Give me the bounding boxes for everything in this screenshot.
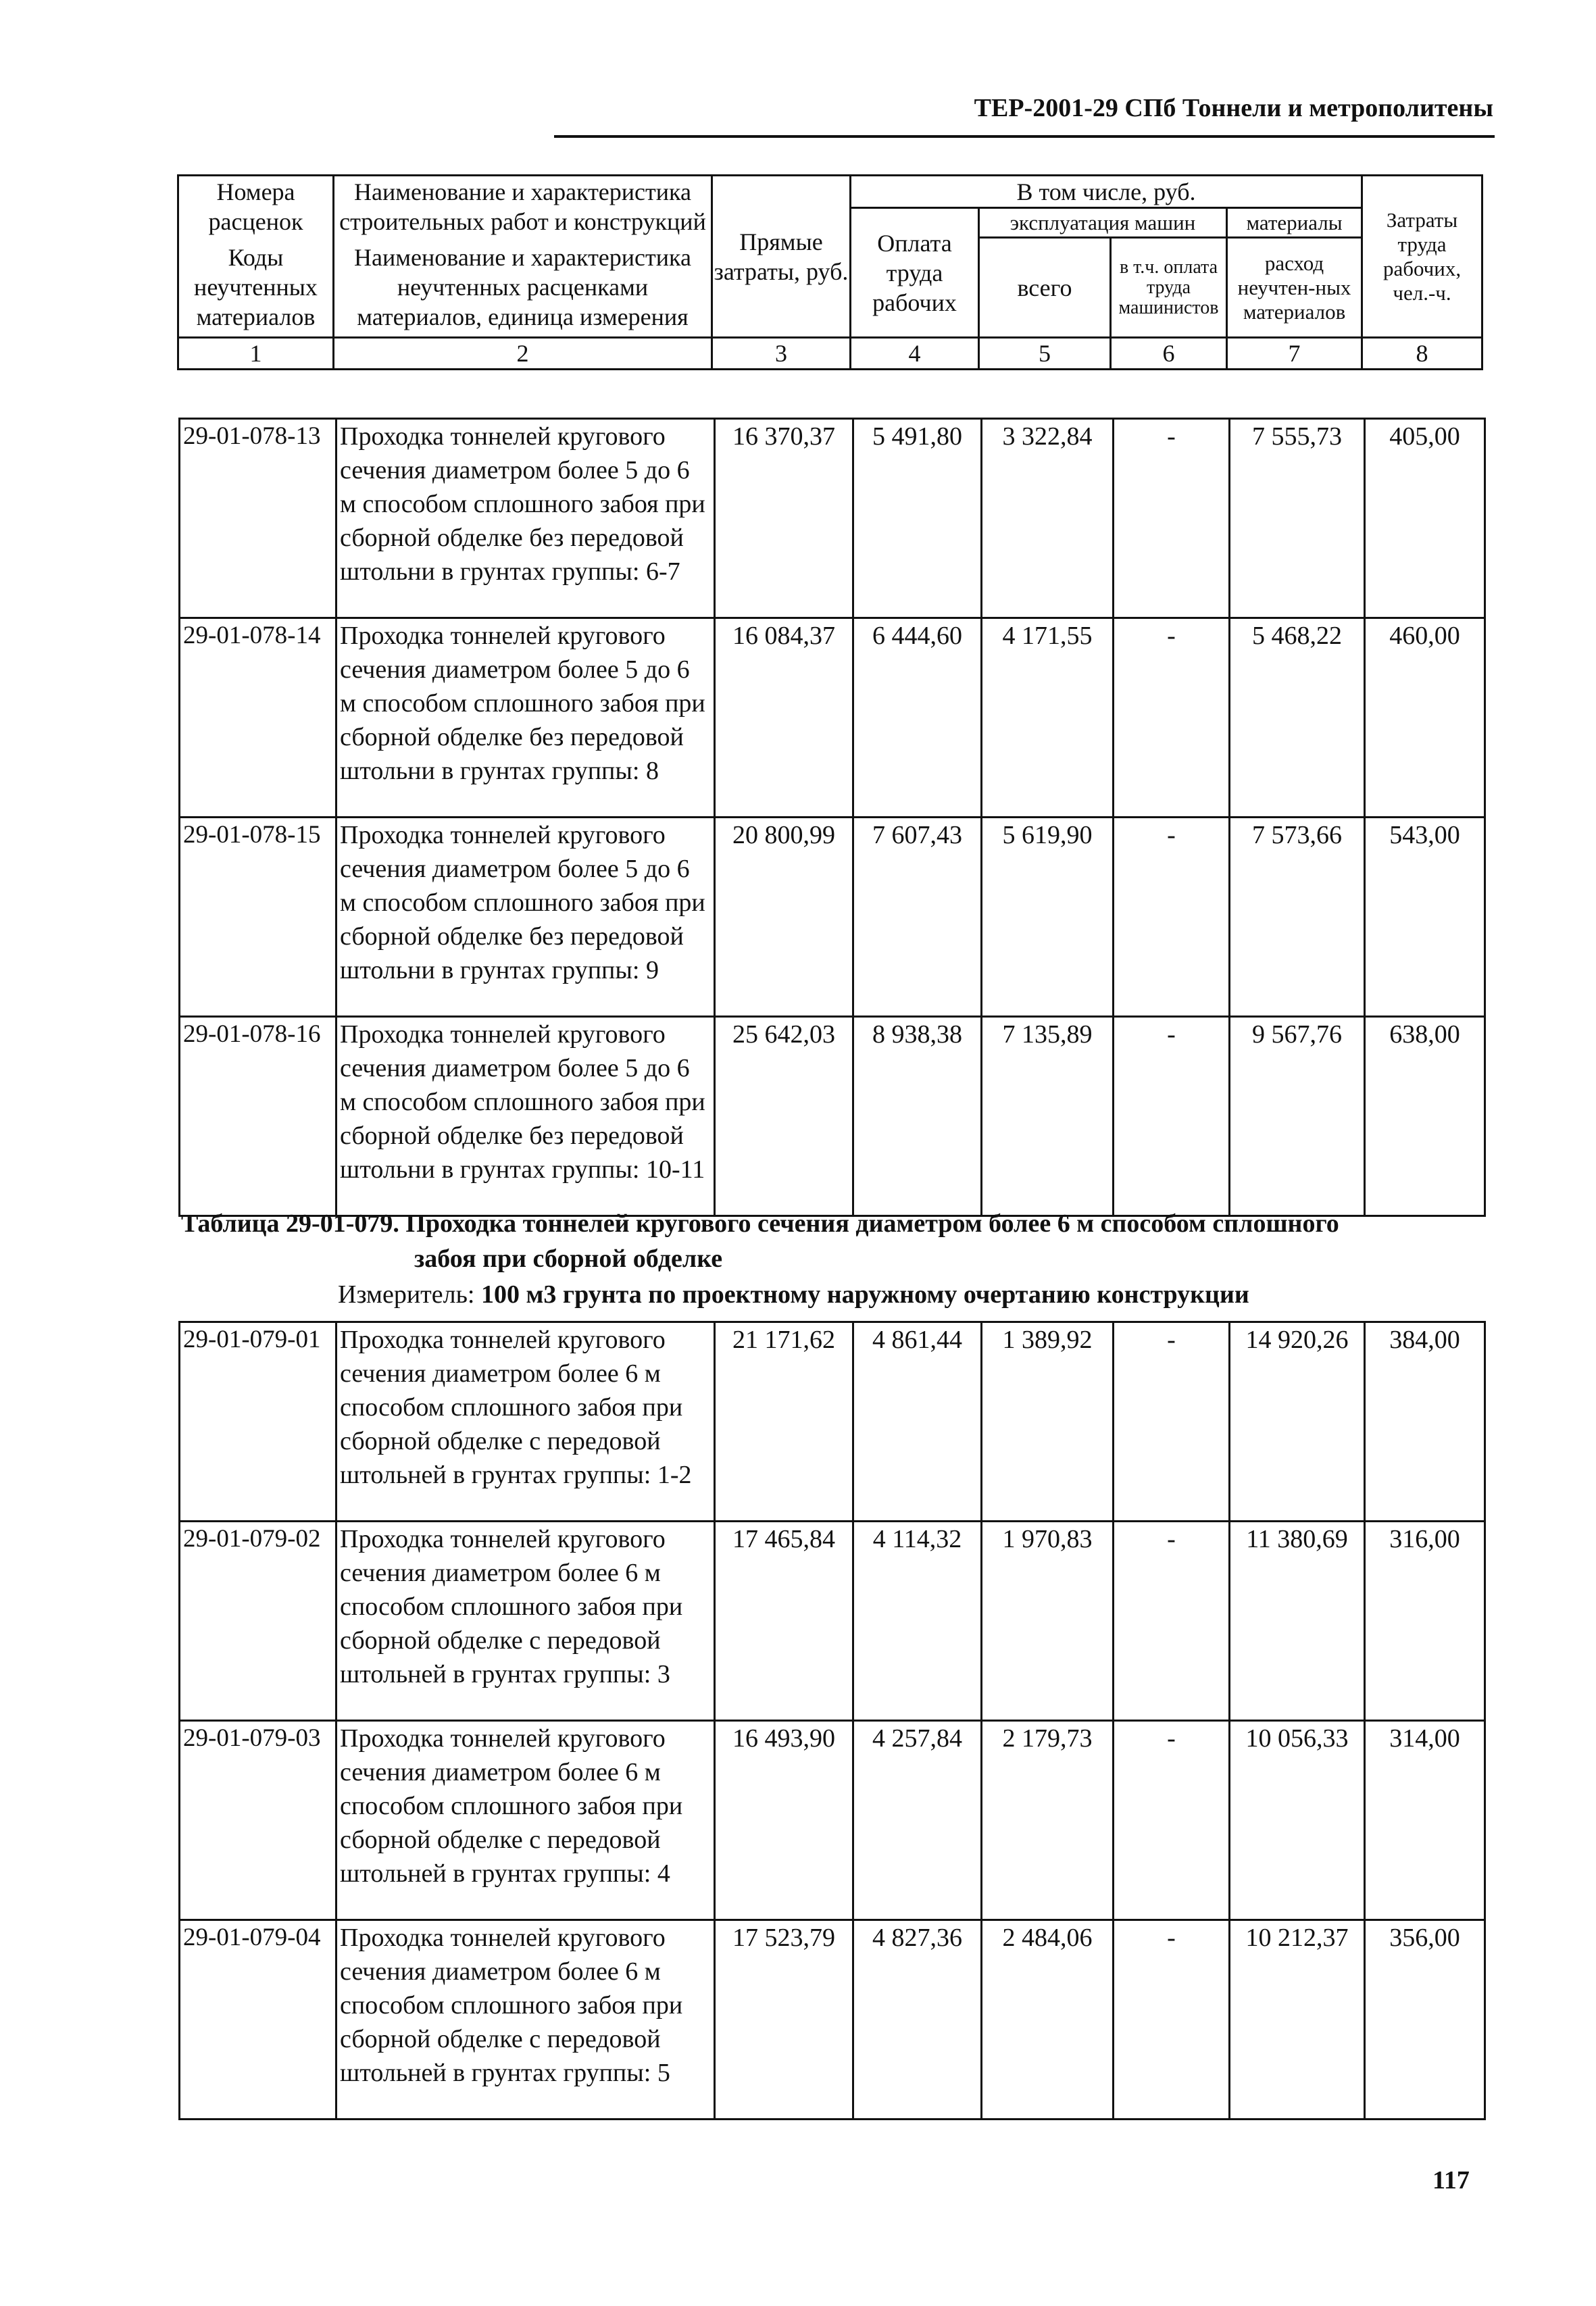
direct-costs: 16 370,37 [715,419,853,618]
page-number: 117 [1432,2166,1470,2195]
materials-cost: 10 212,37 [1230,1920,1365,2120]
materials-cost: 10 056,33 [1230,1721,1365,1920]
labor-hours: 543,00 [1365,818,1485,1017]
rate-code: 29-01-078-16 [180,1017,336,1216]
labor-wages: 8 938,38 [853,1017,982,1216]
table-row [180,818,1485,1017]
col-header-machines-total: всего [979,238,1111,338]
work-description: Проходка тоннелей кругового сечения диаметром более 5 до 6 м способом сплошного забоя при сборной обделке без передовой штольни в грунтах группы: 8 [336,618,715,818]
col-header-name-bottom: Наименование и характеристика неучтенных расценками материалов, единица измерения [334,238,712,338]
labor-wages: 7 607,43 [853,818,982,1017]
measurement-unit [338,1278,1249,1311]
table-row [180,419,1485,618]
labor-wages: 5 491,80 [853,419,982,618]
machines-total: 5 619,90 [982,818,1114,1017]
measurement-unit-value: 100 м3 грунта по проектному наружному очертанию конструкции [481,1280,1249,1309]
machines-total: 7 135,89 [982,1017,1114,1216]
direct-costs: 16 493,90 [715,1721,853,1920]
table-caption-line1: Таблица 29-01-079. Проходка тоннелей кругового сечения диаметром более 6 м способом сплошного [181,1209,1339,1238]
table-caption [181,1206,1485,1276]
direct-costs: 20 800,99 [715,818,853,1017]
machines-total: 3 322,84 [982,419,1114,618]
materials-cost: 9 567,76 [1230,1017,1365,1216]
work-description: Проходка тоннелей кругового сечения диаметром более 6 м способом сплошного забоя при сборной обделке с передовой штольней в грунтах группы: 4 [336,1721,715,1920]
labor-hours: 316,00 [1365,1522,1485,1721]
work-description: Проходка тоннелей кругового сечения диаметром более 5 до 6 м способом сплошного забоя при сборной обделке без передовой штольни в грунтах группы: 9 [336,818,715,1017]
operator-wages: - [1114,1920,1230,2120]
machines-total: 4 171,55 [982,618,1114,818]
operator-wages: - [1114,1721,1230,1920]
materials-cost: 14 920,26 [1230,1322,1365,1522]
col-header-materials-usage: расход неучтен-ных материалов [1227,238,1362,338]
rate-code: 29-01-079-02 [180,1522,336,1721]
col-header-materials: материалы [1227,208,1362,238]
measurement-unit-label: Измеритель: [338,1280,481,1309]
col-header-machines: эксплуатация машин [979,208,1227,238]
table-caption-line2: забоя при сборной обделке [414,1245,723,1273]
labor-wages: 4 257,84 [853,1721,982,1920]
work-description: Проходка тоннелей кругового сечения диаметром более 5 до 6 м способом сплошного забоя при сборной обделке без передовой штольни в грунтах группы: 10-11 [336,1017,715,1216]
machines-total: 2 484,06 [982,1920,1114,2120]
direct-costs: 21 171,62 [715,1322,853,1522]
running-head: ТЕР-2001-29 СПб Тоннели и метрополитены [974,94,1493,122]
work-description: Проходка тоннелей кругового сечения диаметром более 6 м способом сплошного забоя при сборной обделке с передовой штольней в грунтах группы: 3 [336,1522,715,1721]
table-row [180,1322,1485,1522]
col-header-labor-hours: Затраты труда рабочих, чел.-ч. [1362,176,1482,338]
column-header-table [177,174,1483,370]
table-row [180,1920,1485,2120]
direct-costs: 25 642,03 [715,1017,853,1216]
operator-wages: - [1114,1017,1230,1216]
machines-total: 2 179,73 [982,1721,1114,1920]
labor-hours: 638,00 [1365,1017,1485,1216]
labor-wages: 6 444,60 [853,618,982,818]
col-header-group: В том числе, руб. [851,176,1362,208]
direct-costs: 17 523,79 [715,1920,853,2120]
col-number: 3 [712,338,851,370]
col-number: 4 [851,338,979,370]
materials-cost: 7 573,66 [1230,818,1365,1017]
rate-code: 29-01-078-15 [180,818,336,1017]
work-description: Проходка тоннелей кругового сечения диаметром более 6 м способом сплошного забоя при сборной обделке с передовой штольней в грунтах группы: 1-2 [336,1322,715,1522]
table-row [180,1721,1485,1920]
table-row [180,1017,1485,1216]
col-number: 8 [1362,338,1482,370]
labor-hours: 356,00 [1365,1920,1485,2120]
materials-cost: 11 380,69 [1230,1522,1365,1721]
table-row [180,1522,1485,1721]
operator-wages: - [1114,618,1230,818]
labor-hours: 460,00 [1365,618,1485,818]
rate-code: 29-01-078-13 [180,419,336,618]
col-number: 2 [334,338,712,370]
operator-wages: - [1114,1522,1230,1721]
col-header-name-top: Наименование и характеристика строительных работ и конструкций [334,176,712,238]
col-number: 5 [979,338,1111,370]
col-number: 1 [178,338,334,370]
labor-wages: 4 114,32 [853,1522,982,1721]
work-description: Проходка тоннелей кругового сечения диаметром более 5 до 6 м способом сплошного забоя при сборной обделке без передовой штольни в грунтах группы: 6-7 [336,419,715,618]
col-header-operator-wages: в т.ч. оплата труда машинистов [1111,238,1227,338]
rates-table-079 [178,1321,1486,2120]
labor-hours: 405,00 [1365,419,1485,618]
operator-wages: - [1114,1322,1230,1522]
col-number: 7 [1227,338,1362,370]
col-number: 6 [1111,338,1227,370]
operator-wages: - [1114,818,1230,1017]
direct-costs: 17 465,84 [715,1522,853,1721]
labor-hours: 314,00 [1365,1721,1485,1920]
materials-cost: 5 468,22 [1230,618,1365,818]
work-description: Проходка тоннелей кругового сечения диаметром более 6 м способом сплошного забоя при сборной обделке с передовой штольней в грунтах группы: 5 [336,1920,715,2120]
operator-wages: - [1114,419,1230,618]
col-header-wages: Оплата труда рабочих [851,208,979,338]
header-rule [554,135,1495,138]
labor-wages: 4 827,36 [853,1920,982,2120]
rate-code: 29-01-079-03 [180,1721,336,1920]
col-header-codes-bottom: Коды неучтенных материалов [178,238,334,338]
rate-code: 29-01-078-14 [180,618,336,818]
machines-total: 1 389,92 [982,1322,1114,1522]
labor-hours: 384,00 [1365,1322,1485,1522]
rates-table-078 [178,418,1486,1217]
rate-code: 29-01-079-01 [180,1322,336,1522]
col-header-direct-costs: Прямые затраты, руб. [712,176,851,338]
machines-total: 1 970,83 [982,1522,1114,1721]
col-header-codes-top: Номера расценок [178,176,334,238]
materials-cost: 7 555,73 [1230,419,1365,618]
rate-code: 29-01-079-04 [180,1920,336,2120]
table-row [180,618,1485,818]
labor-wages: 4 861,44 [853,1322,982,1522]
direct-costs: 16 084,37 [715,618,853,818]
